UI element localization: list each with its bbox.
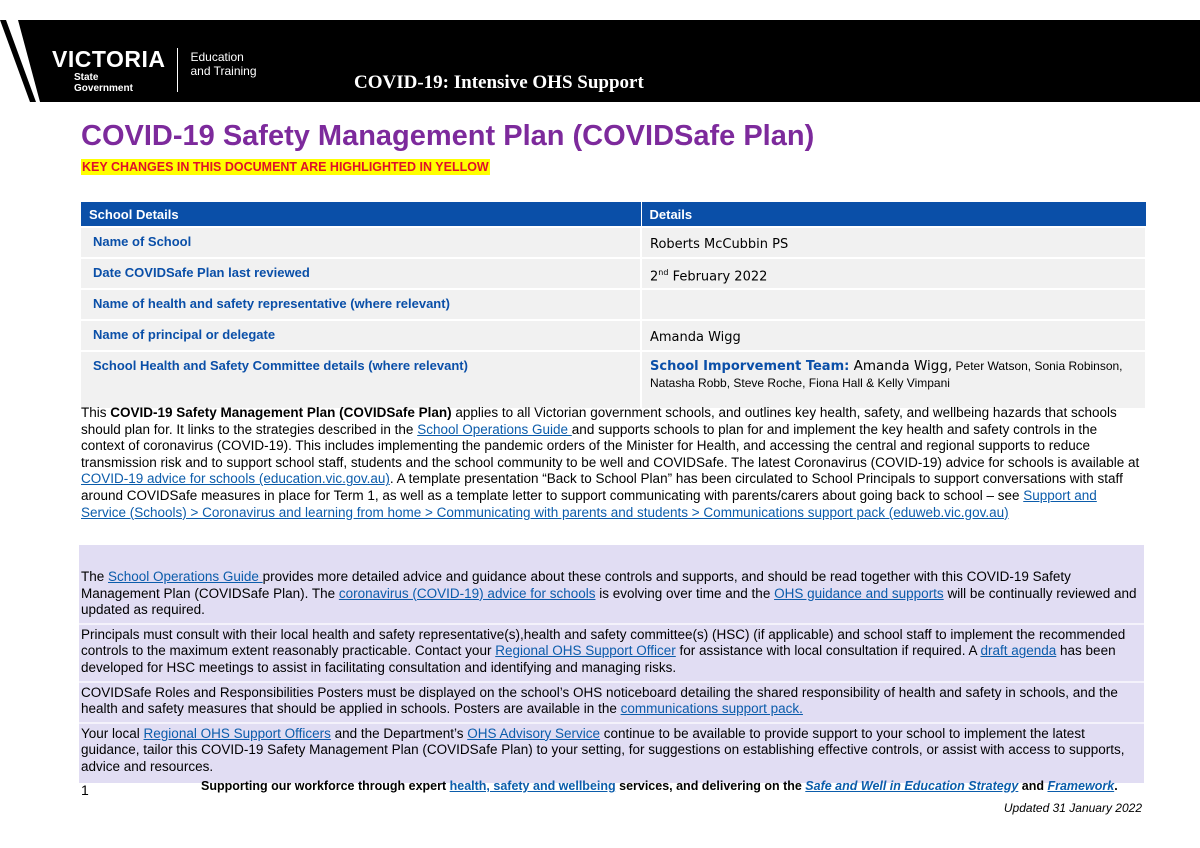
document-header [0, 20, 1200, 102]
covid-advice-link[interactable]: COVID-19 advice for schools (education.vic.gov.au) [81, 471, 390, 487]
footer-tagline [201, 779, 1118, 793]
guidance-paragraph [79, 681, 1144, 718]
key-changes-notice: KEY CHANGES IN THIS DOCUMENT ARE HIGHLIGHTED IN YELLOW [82, 160, 489, 174]
row-label-hsr-name: Name of health and safety representative (where relevant) [81, 289, 641, 320]
coronavirus-advice-link[interactable]: coronavirus (COVID-19) advice for schools [338, 585, 596, 601]
table-row [81, 227, 1146, 258]
footer-text: . [1114, 779, 1118, 793]
guidance-box [79, 545, 1144, 783]
row-value-hsc-details[interactable] [641, 351, 1146, 408]
footer-text: Supporting our workforce through expert [201, 779, 450, 793]
table-row [81, 320, 1146, 351]
column-header-school-details: School Details [81, 202, 641, 227]
intro-paragraph [81, 405, 1141, 521]
guidance-text: has been developed for HSC meetings to assist in facilitating consultation and identifying and managing risks. [81, 643, 1116, 675]
framework-link[interactable]: Framework [1047, 779, 1115, 793]
logo-government-text: Government [74, 83, 133, 94]
ohs-guidance-link[interactable]: OHS guidance and supports [774, 585, 944, 601]
school-operations-guide-link[interactable]: School Operations Guide [417, 421, 572, 437]
row-label-hsc-details: School Health and Safety Committee details (where relevant) [81, 351, 641, 408]
guidance-paragraph [79, 569, 1144, 619]
guidance-text: provides more detailed advice and guidance about these controls and supports, and should be read together with this COVID-19 Safety Management Plan (COVIDSafe Plan). The [81, 569, 1071, 601]
table-row [81, 351, 1146, 408]
logo-education-text: Education [190, 50, 244, 64]
safe-and-well-strategy-link[interactable]: Safe and Well in Education Strategy [805, 779, 1019, 793]
header-title: COVID-19: Intensive OHS Support [354, 72, 644, 93]
guidance-box-spacer [79, 545, 1144, 569]
logo-divider [177, 48, 178, 92]
school-details-table [81, 202, 1147, 408]
ohs-advisory-service-link[interactable]: OHS Advisory Service [467, 725, 601, 741]
table-header-row [81, 202, 1146, 227]
row-label-principal: Name of principal or delegate [81, 320, 641, 351]
footer-text: and [1018, 779, 1048, 793]
draft-agenda-link[interactable]: draft agenda [980, 643, 1057, 659]
hsc-team-lead: Amanda Wigg, [849, 358, 953, 374]
communications-support-pack-link[interactable]: Support and Service (Schools) > Coronavirus and learning from home > Communicating with parents and students > Communications support pack (eduweb.vic.gov.au) [81, 487, 1097, 520]
guidance-text: The [81, 569, 109, 584]
date-day: 2 [650, 269, 659, 285]
document-title: COVID-19 Safety Management Plan (COVIDSafe Plan) [81, 120, 815, 152]
column-header-details: Details [641, 202, 1146, 227]
regional-ohs-support-officers-link[interactable]: Regional OHS Support Officers [143, 725, 331, 741]
logo-state-text: State [74, 72, 99, 83]
table-row [81, 258, 1146, 289]
logo-victoria-text: VICTORIA [52, 46, 166, 72]
intro-text: . A template presentation “Back to School Plan” has been circulated to School Principals to support conversations with staff around COVIDSafe measures in place for Term 1, as well as a template letter to support communicating with parents/carers about going back to school – see [81, 471, 1123, 503]
row-value-principal[interactable]: Amanda Wigg [641, 320, 1146, 351]
guidance-text: continue to be available to provide support to your school to implement the latest guidance, tailor this COVID-19 Safety Management Plan (COVIDSafe Plan) to your setting, for suggestions on establishing effective controls, or assist with access to supports, advice and resources. [81, 725, 1125, 774]
date-month-year: February 2022 [668, 269, 768, 285]
victoria-government-logo [52, 48, 257, 108]
guidance-text: Your local [81, 725, 144, 741]
guidance-text: is evolving over time and the [595, 585, 775, 601]
guidance-text: will be continually reviewed and updated as required. [81, 585, 1137, 618]
footer-text: services, and delivering on the [615, 779, 806, 793]
guidance-paragraph [79, 623, 1144, 677]
date-ordinal: nd [658, 268, 669, 277]
guidance-paragraph [79, 722, 1144, 776]
intro-text: This [81, 405, 111, 420]
hsc-team-members: Peter Watson, Sonia Robinson, Natasha Robb, Steve Roche, Fiona Hall & Kelly Vimpani [650, 359, 1123, 390]
regional-ohs-support-officer-link[interactable]: Regional OHS Support Officer [495, 643, 676, 659]
hsc-team-label: School Imporvement Team: [650, 359, 850, 374]
guidance-text: for assistance with local consultation if required. A [675, 643, 981, 659]
row-label-school-name: Name of School [81, 227, 641, 258]
intro-text: applies to all Victorian government schools, and outlines key health, safety, and wellbeing hazards that schools should plan for. It links to the strategies described in the [81, 405, 1117, 437]
row-value-school-name[interactable]: Roberts McCubbin PS [641, 227, 1146, 258]
guidance-text: COVIDSafe Roles and Responsibilities Posters must be displayed on the school’s OHS noticeboard detailing the shared responsibility of health and safety in schools, and the health and safety measures that should be applied in schools. Posters are available in the [81, 684, 1118, 717]
page-number: 1 [81, 782, 89, 798]
row-label-date-reviewed: Date COVIDSafe Plan last reviewed [81, 258, 641, 289]
school-operations-guide-link[interactable]: School Operations Guide [108, 569, 263, 584]
table-row [81, 289, 1146, 320]
updated-date: Updated 31 January 2022 [1003, 801, 1142, 815]
communications-support-pack-link[interactable]: communications support pack. [620, 701, 803, 717]
intro-text: and supports schools to plan for and implement the key health and safety controls in the context of coronavirus (COVID-19). This includes implementing the pandemic orders of the Minister for Health, and accessing the central and regional supports to reduce transmission risk and to support school staff, students and the school community to be well and COVIDSafe. The latest Coronavirus (COVID-19) advice for schools is available at [81, 421, 1140, 470]
intro-plan-name: COVID-19 Safety Management Plan (COVIDSafe Plan) [110, 405, 452, 420]
row-value-hsr-name[interactable] [641, 289, 1146, 320]
health-safety-wellbeing-link[interactable]: health, safety and wellbeing [449, 779, 616, 793]
guidance-text: and the Department’s [330, 725, 468, 741]
row-value-date-reviewed[interactable] [641, 258, 1146, 289]
logo-training-text: and Training [190, 64, 257, 78]
guidance-text: Principals must consult with their local health and safety representative(s),health and safety committee(s) (HSC) (if applicable) and school staff to implement the recommended controls to the maximum extent reasonably practicable. Contact your [81, 626, 1126, 659]
